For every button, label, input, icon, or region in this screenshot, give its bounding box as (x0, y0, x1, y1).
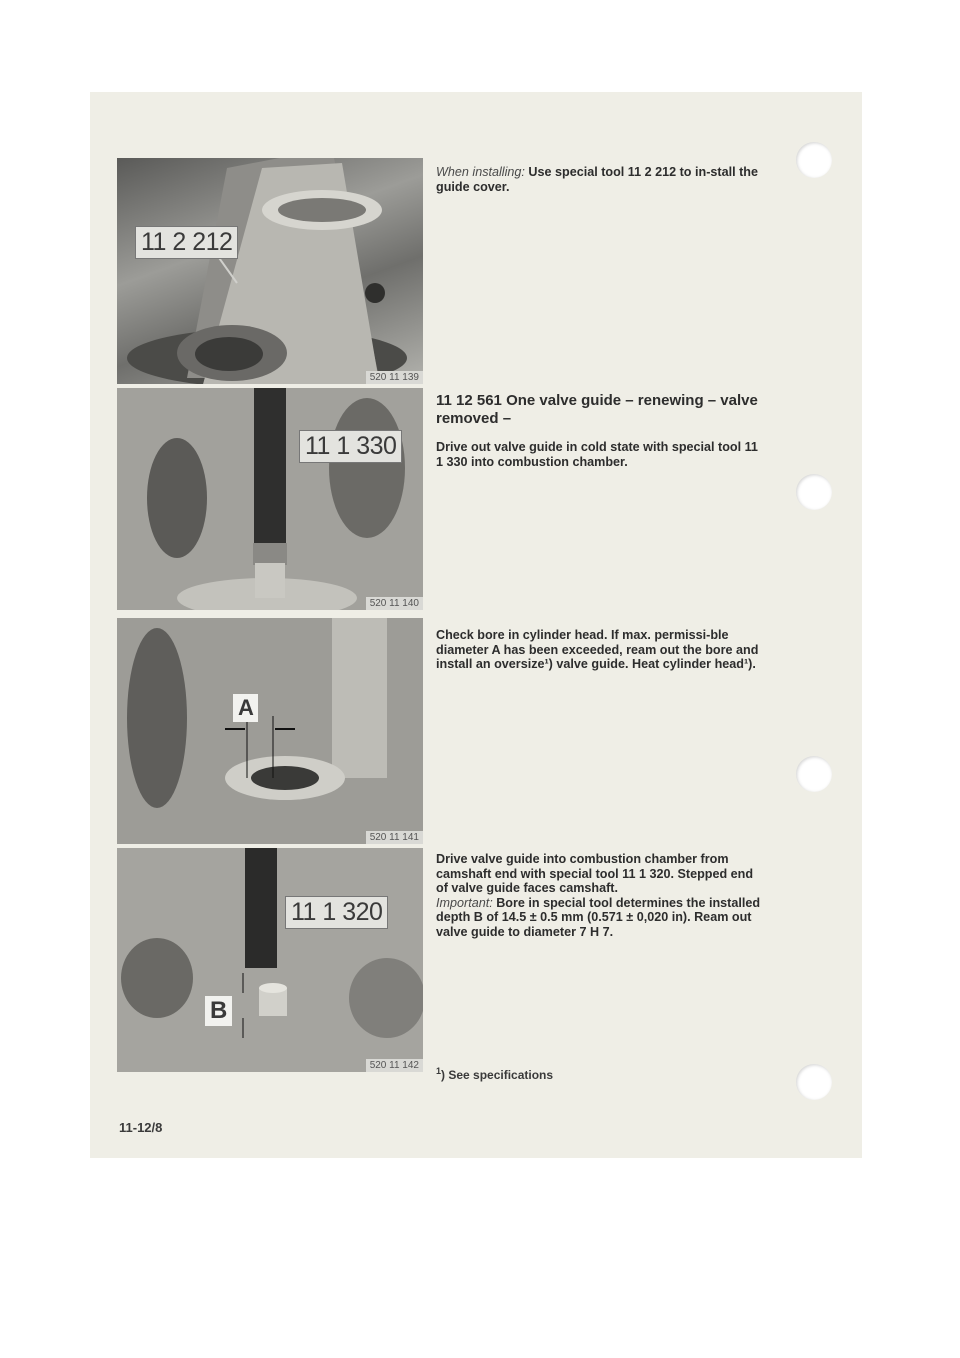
photo-illustration (117, 848, 423, 1072)
body-text: Drive valve guide into combustion chamber from camshaft end with special tool 11 1 320. Stepped end of valve guide faces camshaft. (436, 852, 754, 896)
tool-number-tag: 11 1 320 (285, 896, 388, 929)
photo-drive-in-valve-guide (117, 848, 423, 1072)
footnote-mark: 1 (436, 1066, 442, 1076)
dimension-label-b: B (205, 996, 232, 1026)
page-number: 11-12/8 (119, 1120, 163, 1135)
binder-hole (796, 756, 832, 792)
binder-hole (796, 142, 832, 178)
text-drive-in (436, 852, 766, 940)
body-text: Bore in special tool determines the installed depth B of 14.5 ± 0.5 mm (0.571 ± 0,020 in). Ream out valve guide to diameter 7 H 7. (436, 895, 761, 939)
photo-guide-cover-install (117, 158, 423, 384)
body-text: Drive out valve guide in cold state with special tool 11 1 330 into combustion chamber. (436, 440, 758, 469)
text-section-valve-guide (436, 392, 766, 469)
text-guide-cover-install (436, 165, 766, 194)
body-text: Use special tool 11 2 212 to in-stall the guide cover. (436, 165, 758, 194)
tool-number-tag: 11 2 212 (135, 226, 238, 259)
tool-number-tag: 11 1 330 (299, 430, 402, 463)
photo-reference-number: 520 11 141 (366, 831, 423, 844)
photo-reference-number: 520 11 140 (366, 597, 423, 610)
photo-illustration (117, 158, 423, 384)
photo-check-bore (117, 618, 423, 844)
binder-hole (796, 474, 832, 510)
text-check-bore (436, 628, 766, 672)
lead-when-installing: When installing: (436, 165, 525, 179)
photo-reference-number: 520 11 142 (366, 1059, 423, 1072)
footnote (436, 1066, 553, 1082)
binder-hole (796, 1064, 832, 1100)
photo-illustration (117, 388, 423, 610)
footnote-text: ) See specifications (441, 1068, 554, 1082)
body-text: Check bore in cylinder head. If max. permissi-ble diameter A has been exceeded, ream out the bore and install an oversize¹) valve guide. Heat cylinder head¹). (436, 628, 759, 672)
photo-illustration (117, 618, 423, 844)
dimension-label-a: A (233, 694, 258, 722)
section-heading: 11 12 561 One valve guide – renewing – valve removed – (436, 392, 758, 427)
photo-reference-number: 520 11 139 (366, 371, 423, 384)
photo-drive-out-valve-guide (117, 388, 423, 610)
lead-important: Important: (436, 895, 493, 910)
